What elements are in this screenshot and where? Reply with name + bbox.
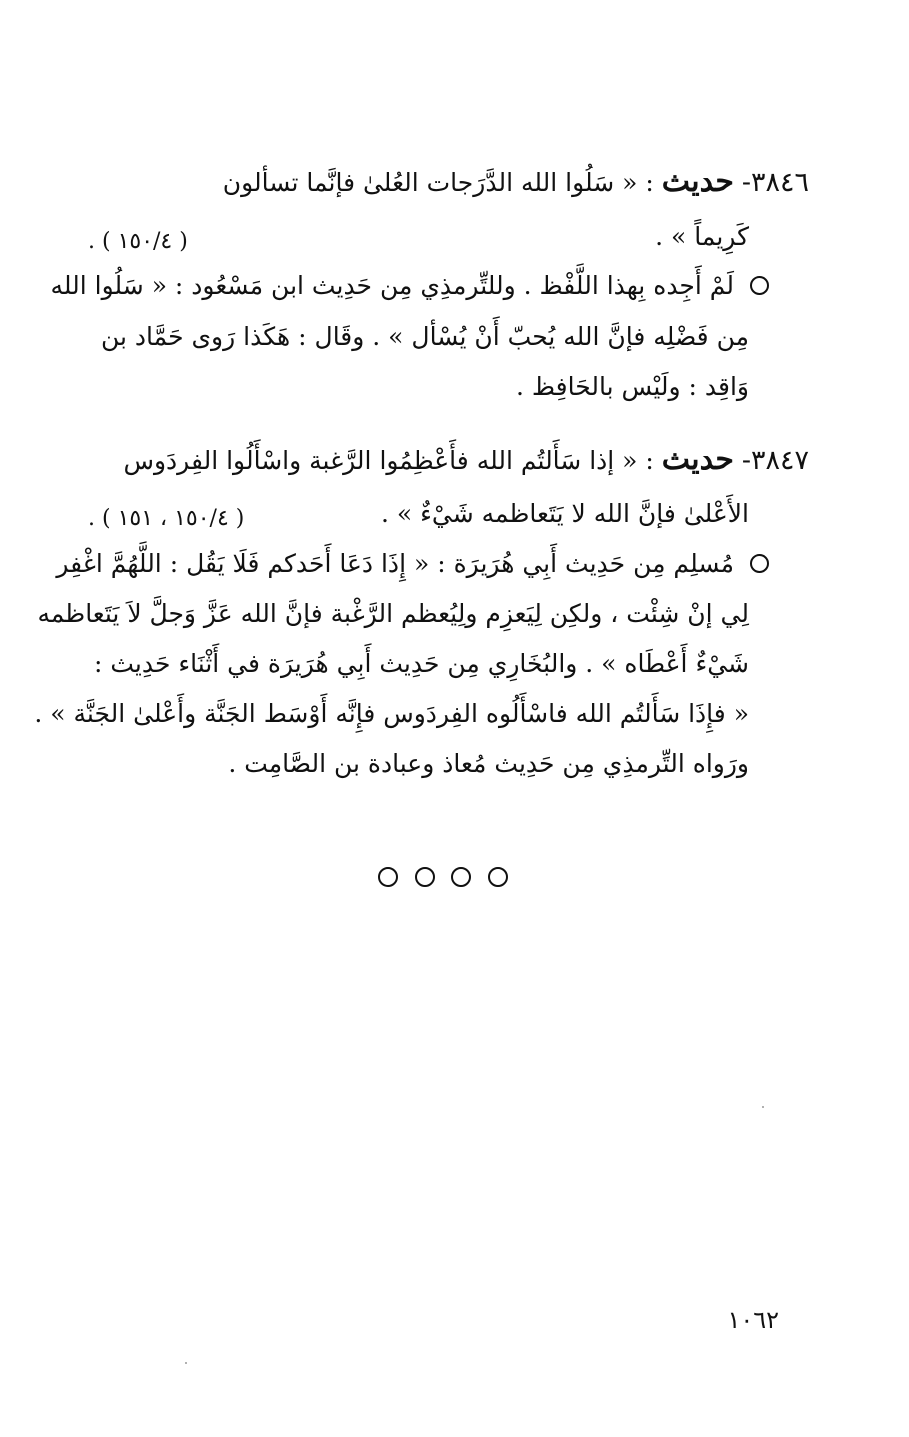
hadith-text: الأَعْلىٰ فإنَّ الله لا يَتَعاظمه شَيْءٌ » . <box>380 499 749 528</box>
circle-ornament-icon <box>488 867 508 887</box>
hadith-3846-reference: ( ١٥٠/٤ ) . <box>88 229 188 254</box>
section-separator <box>378 862 508 892</box>
circle-ornament-icon <box>415 867 435 887</box>
hadith-3847-commentary-3 <box>94 644 749 684</box>
circle-bullet-icon <box>750 554 769 573</box>
scan-speck <box>185 1362 187 1364</box>
commentary-text: لِي إنْ شِئْت ، ولكِن لِيَعزِم ولِيُعظم الرَّغْبة فإنَّ الله عَزَّ وَجلَّ لاَ يَتَعاظمه <box>37 599 749 628</box>
scan-speck <box>762 1106 764 1108</box>
hadith-label: حديث <box>661 164 734 199</box>
hadith-3846-line-2 <box>655 217 749 257</box>
hadith-3847-line-2 <box>381 494 749 534</box>
hadith-number: ٣٨٤٦- <box>741 167 809 198</box>
commentary-text: وَاقِد : ولَيْس بالحَافِظ . <box>516 372 749 401</box>
circle-ornament-icon <box>378 867 398 887</box>
hadith-3846-line-1 <box>223 162 809 203</box>
commentary-text: مُسلِم مِن حَدِيث أَبِي هُرَيرَة : « إِذَا دَعَا أَحَدكم فَلَا يَقُل : اللَّهُمَّ اغْفِر <box>56 549 735 578</box>
commentary-text: ورَواه التِّرمذِي مِن حَدِيث مُعاذ وعبادة بن الصَّامِت . <box>228 749 749 778</box>
hadith-text: : « إذا سَأَلتُم الله فأَعْظِمُوا الرَّغبة واسْأَلُوا الفِردَوس <box>123 446 654 475</box>
page-number: ١٠٦٢ <box>727 1306 779 1334</box>
hadith-3847-reference: ( ١٥٠/٤ ، ١٥١ ) . <box>88 506 245 531</box>
hadith-3846-commentary-2 <box>101 317 749 357</box>
hadith-3846-commentary-1 <box>50 266 769 306</box>
commentary-text: لَمْ أَجِده بِهذا اللَّفْظ . وللتِّرمذِي مِن حَدِيث ابن مَسْعُود : « سَلُوا الله <box>50 271 735 300</box>
hadith-label: حديث <box>661 442 734 477</box>
commentary-text: « فإِذَا سَأَلتُم الله فاسْأَلُوه الفِردَوس فإِنَّه أَوْسَط الجَنَّة وأَعْلىٰ الجَنَّة » . <box>34 699 749 728</box>
hadith-3847-commentary-1 <box>56 544 769 584</box>
hadith-3847-commentary-4 <box>34 694 749 734</box>
hadith-text: : « سَلُوا الله الدَّرَجات العُلىٰ فإنَّما تسألون <box>222 168 654 197</box>
hadith-3847-commentary-5 <box>228 744 749 784</box>
hadith-text: كَرِيماً » . <box>655 222 749 251</box>
hadith-3847-commentary-2 <box>37 594 749 634</box>
hadith-number: ٣٨٤٧- <box>741 445 809 476</box>
circle-bullet-icon <box>750 276 769 295</box>
circle-ornament-icon <box>451 867 471 887</box>
hadith-3846-commentary-3 <box>516 367 749 407</box>
commentary-text: مِن فَضْلِه فإنَّ الله يُحبّ أَنْ يُسْأل » . وقَال : هَكَذا رَوى حَمَّاد بن <box>100 322 749 351</box>
commentary-text: شَيْءٌ أَعْطَاه » . والبُخَارِي مِن حَدِيث أَبِي هُرَيرَة في أَثْنَاء حَدِيث : <box>94 649 749 678</box>
hadith-3847-line-1 <box>123 440 809 481</box>
